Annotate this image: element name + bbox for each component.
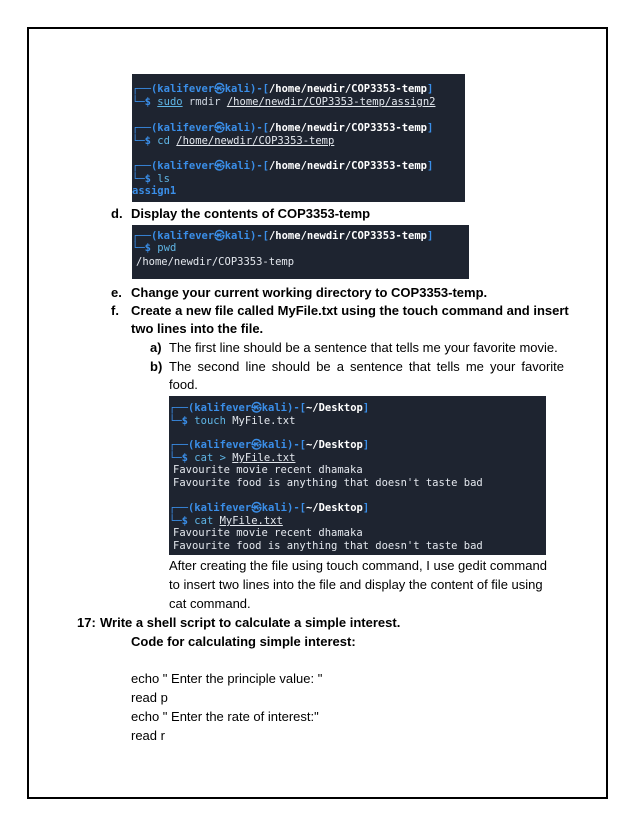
sub-item-b-marker: b) [150,359,163,374]
terminal-screenshot-rmdir [132,74,465,202]
question-17-text: Write a shell script to calculate a simple interest. [100,615,401,630]
code-line: echo " Enter the rate of interest:" [131,709,319,724]
sub-item-a-text: The first line should be a sentence that tells me your favorite movie. [169,340,558,355]
terminal-screenshot-pwd [132,225,469,279]
command-line: └─$ sudo rmdir /home/newdir/COP3353-temp/assign2 [132,96,436,108]
command-output: Favourite food is anything that doesn't taste bad [173,477,483,489]
command-output: assign1 [132,185,177,197]
prompt-line: ┌──(kalifever㉿kali)-[/home/newdir/COP3353-temp] [132,160,434,172]
code-line: read r [131,728,165,743]
question-17-number: 17: [77,615,96,630]
command-line: └─$ cat MyFile.txt [169,515,283,527]
terminal-screenshot-myfile [169,396,546,555]
code-line: echo " Enter the principle value: " [131,671,323,686]
item-f-text: two lines into the file. [131,321,264,336]
prompt-line: ┌──(kalifever㉿kali)-[/home/newdir/COP3353-temp] [132,122,434,134]
sub-item-a-marker: a) [150,340,162,355]
command-line: └─$ cat > MyFile.txt [169,452,296,464]
sub-item-b-text: The second line should be a sentence that tells me your favorite [169,359,564,374]
prompt-line: ┌──(kalifever㉿kali)-[/home/newdir/COP3353-temp] [132,230,434,242]
item-d-marker: d. [111,206,123,221]
command-line: └─$ cd /home/newdir/COP3353-temp [132,135,335,147]
command-output: /home/newdir/COP3353-temp [136,256,295,268]
item-d-text: Display the contents of COP3353-temp [131,206,371,221]
code-line: read p [131,690,168,705]
command-output: Favourite movie recent dhamaka [173,527,363,539]
item-f-text: Create a new file called MyFile.txt using the touch command and insert [131,303,569,318]
code-heading: Code for calculating simple interest: [131,634,356,649]
item-f-marker: f. [111,303,119,318]
command-output: Favourite movie recent dhamaka [173,464,363,476]
prompt-line: ┌──(kalifever㉿kali)-[~/Desktop] [169,439,370,451]
command-line: └─$ touch MyFile.txt [169,415,296,427]
command-output: Favourite food is anything that doesn't taste bad [173,540,483,552]
sub-item-b-text: food. [169,377,198,392]
explanation-text: cat command. [169,596,251,611]
explanation-text: After creating the file using touch command, I use gedit command [169,558,547,573]
prompt-line: ┌──(kalifever㉿kali)-[/home/newdir/COP3353-temp] [132,83,434,95]
prompt-line: ┌──(kalifever㉿kali)-[~/Desktop] [169,402,370,414]
command-line: └─$ ls [132,173,170,185]
item-e-text: Change your current working directory to COP3353-temp. [131,285,488,300]
prompt-line: ┌──(kalifever㉿kali)-[~/Desktop] [169,502,370,514]
command-line: └─$ pwd [132,242,177,254]
item-e-marker: e. [111,285,122,300]
explanation-text: to insert two lines into the file and display the content of file using [169,577,543,592]
